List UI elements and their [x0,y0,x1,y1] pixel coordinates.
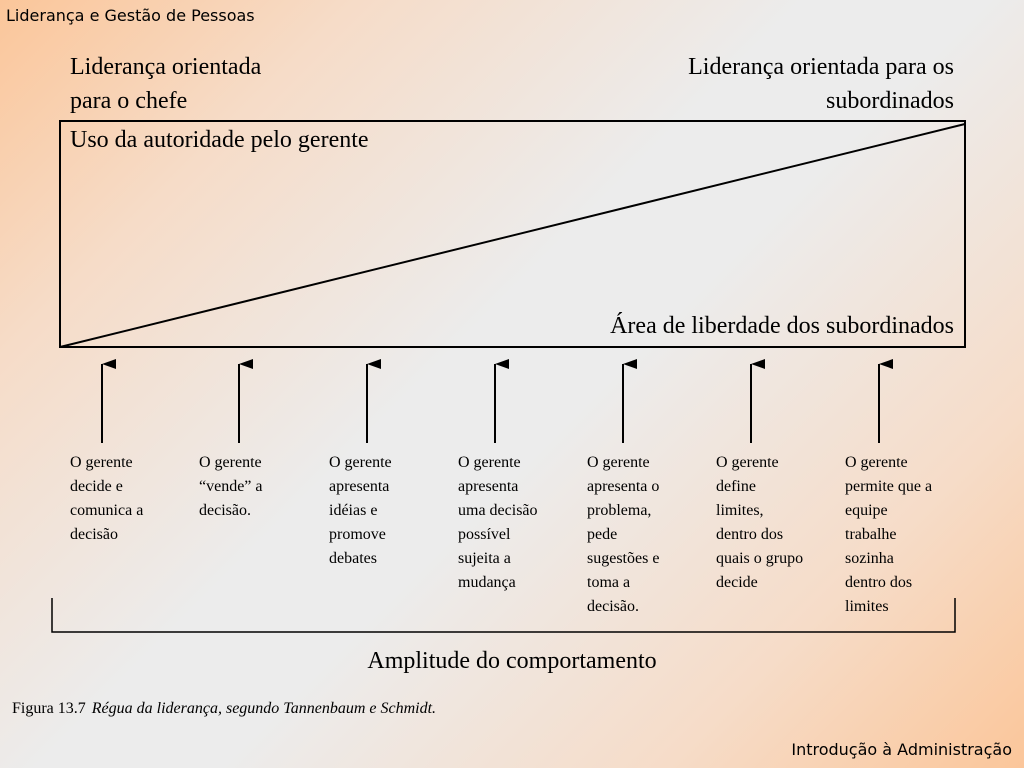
behavior-4-line-2: apresenta [458,478,519,495]
behavior-5-line-4: pede [587,526,618,543]
behavior-4-line-1: O gerente [458,454,521,471]
behavior-3-line-1: O gerente [329,454,392,471]
behavior-5-line-5: sugestões e [587,550,660,567]
behavior-2 [199,451,314,523]
behavior-6-line-1: O gerente [716,454,779,471]
subordinate-centered-line-2: subordinados [826,88,954,114]
behavior-1-line-3: comunica a [70,502,144,519]
behavior-7-line-6: dentro dos [845,574,913,591]
boss-centered-line-1: Liderança orientada [70,54,262,80]
behavior-6-line-5: quais o grupo [716,550,804,567]
behavior-4-line-6: mudança [458,574,516,591]
behavior-4 [458,451,573,595]
manager-authority-label: Uso da autoridade pelo gerente [70,127,369,153]
behavior-arrows [102,364,879,443]
behavior-6-line-3: limites, [716,502,764,519]
behavior-1 [70,451,185,547]
boss-centered-line-2: para o chefe [70,88,188,114]
behavior-5-line-2: apresenta o [587,478,660,495]
subordinate-freedom-label: Área de liberdade dos subordinados [610,313,954,339]
behavior-6-line-4: dentro dos [716,526,784,543]
slide-footer-title: Introdução à Administração [791,740,1012,759]
behavior-7-line-3: equipe [845,502,888,519]
behavior-3-line-4: promove [329,526,386,543]
behavior-5-line-7: decisão. [587,598,639,615]
behavior-1-line-1: O gerente [70,454,133,471]
behavior-3-line-5: debates [329,550,377,567]
behavior-5-line-3: problema, [587,502,652,519]
behavior-6 [716,451,831,595]
behavior-7-line-5: sozinha [845,550,894,567]
slide-header-title: Liderança e Gestão de Pessoas [6,6,255,25]
figure-title: Régua da liderança, segundo Tannenbaum e Schmidt. [91,700,437,717]
behavior-3-line-3: idéias e [329,502,378,519]
subordinate-centered-line-1: Liderança orientada para os [688,54,954,80]
behavior-2-line-3: decisão. [199,502,251,519]
behavior-7 [845,451,960,619]
behavior-1-line-2: decide e [70,478,123,495]
behavior-1-line-4: decisão [70,526,118,543]
behavior-7-line-2: permite que a [845,478,933,495]
behavior-7-line-7: limites [845,598,889,615]
behavior-4-line-3: uma decisão [458,502,538,519]
behavior-3 [329,451,444,571]
figure-caption [12,700,436,718]
behavior-5-line-6: toma a [587,574,631,591]
behavior-2-line-2: “vende” a [199,478,263,495]
behavior-5 [587,451,702,619]
behavior-7-line-1: O gerente [845,454,908,471]
figure-number: Figura 13.7 [12,700,86,717]
behavior-3-line-2: apresenta [329,478,390,495]
behavior-4-line-4: possível [458,526,511,543]
amplitude-bracket [52,598,955,632]
behavior-6-line-2: define [716,478,756,495]
behavior-4-line-5: sujeita a [458,550,511,567]
behavior-6-line-6: decide [716,574,758,591]
behavior-amplitude-label: Amplitude do comportamento [367,648,657,674]
behavior-7-line-4: trabalhe [845,526,897,543]
behavior-5-line-1: O gerente [587,454,650,471]
behavior-2-line-1: O gerente [199,454,262,471]
